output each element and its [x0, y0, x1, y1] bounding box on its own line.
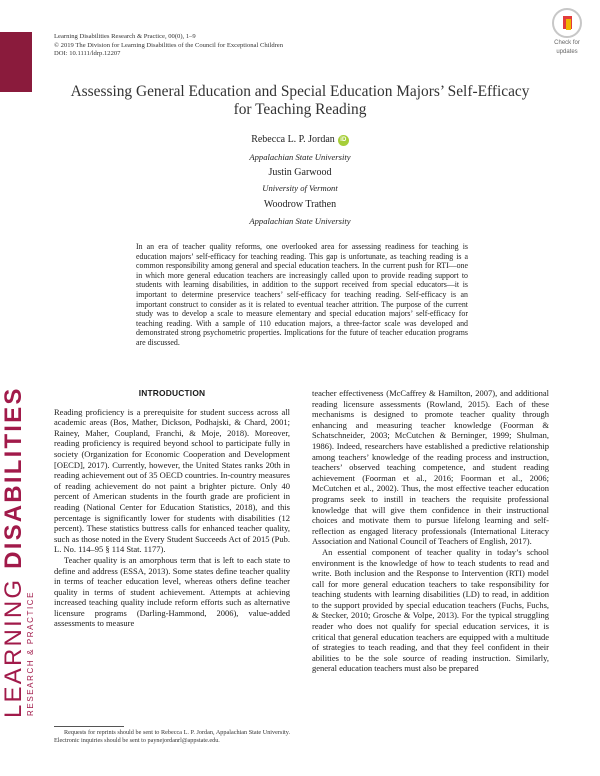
abstract: In an era of teacher quality reforms, one overlooked area for assessing readiness for teaching is education majors’ self-efficacy for teaching reading. This gap is unfortunate, as teaching reading is a common responsibility among general and special education teachers. In the current push for RTI—one in which more general education teachers are increasingly called upon to provide reading support to students with learning disabilities, in addition to the support received from special educators—it is important to determine preservice teachers’ self-efficacy for teaching reading. Self-efficacy is an important construct to consider as it is related to eventual teacher attrition. The purpose of the current study was to develop a scale to measure elementary and special education majors’ self-efficacy for teaching reading. With a sample of 110 education majors, a three-factor scale was developed and demonstrated strong psychometric properties. Implications for the future of teacher education programs are discussed. — [136, 242, 468, 347]
author-2-affiliation: University of Vermont — [262, 183, 338, 193]
check-for-updates-badge[interactable] — [546, 8, 588, 56]
journal-side-band — [0, 0, 38, 776]
bookmark-icon — [552, 8, 582, 38]
author-2-name: Justin Garwood — [268, 167, 332, 178]
journal-citation: Learning Disabilities Research & Practice, 00(0), 1–9 — [54, 33, 196, 40]
body-right-column — [312, 388, 549, 674]
journal-color-bar — [0, 32, 32, 92]
journal-side-title — [2, 386, 36, 718]
orcid-icon[interactable]: iD — [338, 135, 349, 146]
author-1-affiliation: Appalachian State University — [249, 152, 351, 162]
author-3-name: Woodrow Trathen — [263, 199, 337, 210]
body-left-column — [54, 388, 290, 629]
title-line-1: Assessing General Education and Special Education Majors’ Self-Efficacy — [70, 83, 530, 100]
author-1 — [150, 134, 450, 146]
paragraph: An essential component of teacher quality in today’s school environment is the knowledge of how to teach students to read and write. Both inclusion and the Response to Intervention (RTI) model call for more general education teachers to take responsibility for teaching students with learning disabilities (LD) to read, in addition to the support provided by special education teachers (Fuchs, Fuchs, & Stecker, 2010; Grosche & Volpe, 2013). For the typical struggling reader who does not qualify for special education services, it is critical that general education teachers are equipped with a multitude of strategies to teach reading, and that they feel confident in their abilities to be the sole source of reading instruction. Similarly, general education teachers must also be prepared — [312, 546, 549, 674]
title-line-2: for Teaching Reading — [233, 101, 367, 118]
author-3-affiliation: Appalachian State University — [249, 216, 351, 226]
check-for-label: Check for — [554, 40, 580, 46]
journal-header — [54, 33, 283, 59]
article-title — [60, 83, 540, 119]
footnote: Requests for reprints should be sent to Rebecca L. P. Jordan, Appalachian State University. Electronic inquiries should be sent to paynejordanrl@appstate.edu. — [54, 729, 290, 744]
paragraph: teacher effectiveness (McCaffrey & Hamilton, 2007), and additional reading licensure assessments (Rowland, 2015). Each of these mechanisms is designed to promote teacher quality through enhancing and measuring teacher knowledge (Foorman & Schatschneider, 2003; McCutchen & Berninger, 1999; Shulman, 1986). Indeed, researchers have established a predictive relationship among teachers’ knowledge of the reading process and instruction, teachers’ observed teaching competence, and student reading achievement (Foorman et al., 2016; Foorman et al., 2006; McCutchen et al., 2002). Thus, the most effective teacher education programs seek to instill in teachers the requisite professional knowledge that will give them confidence in their instructional choices and motivate them to pursue lifelong learning and self-reflection as engaged literacy professionals (International Literacy Association and National Council of Teachers of English, 2017). — [312, 388, 549, 547]
paragraph: Teacher quality is an amorphous term that is left to each state to define and address (ESSA, 2013). Some states define teacher quality in terms of teacher education level, whereas others define teacher quality in terms of student achievement. Attempts at achieving increased teaching quality include reform efforts such as alternative licensure programs (Darling-Hammond, 2006), value-added assessments to measure — [54, 554, 290, 629]
updates-label: updates — [556, 49, 578, 55]
journal-doi[interactable]: DOI: 10.1111/ldrp.12207 — [54, 50, 121, 58]
footnote-divider — [54, 726, 124, 727]
side-title-light: LEARNING — [0, 577, 27, 718]
paragraph: Reading proficiency is a prerequisite for student success across all academic areas (Bos, Mather, Dickson, Podhajski, & Chard, 2001; Rainey, Maher, Coupland, Franchi, & Moje, 2018). Moreover, reading proficiency is required beyond school to participate fully in society (Organization for Economic Cooperation and Development [OECD], 2017). Currently, however, the United States ranks 20th in reading achievement out of 35 OECD countries. In-country measures of reading achievement do not paint a brighter picture. Only 40 percent of American students in the fourth grade are proficient in reading (National Center for Education Statistics, 2018), and this percentage is significantly lower for students with disabilities (12 percent). These statistics buttress calls for enhanced teacher quality, such as those noted in the Every Student Succeeds Act of 2015 (Pub. L. No. 114–95 § 114 Stat. 1177). — [54, 406, 290, 555]
journal-copyright: © 2019 The Division for Learning Disabilities of the Council for Exceptional Children — [54, 41, 284, 49]
section-heading: INTRODUCTION — [138, 388, 206, 398]
side-title-bold: DISABILITIES — [0, 386, 27, 569]
author-1-name: Rebecca L. P. Jordan — [251, 134, 335, 145]
side-subtitle: RESEARCH & PRACTICE — [26, 590, 35, 716]
